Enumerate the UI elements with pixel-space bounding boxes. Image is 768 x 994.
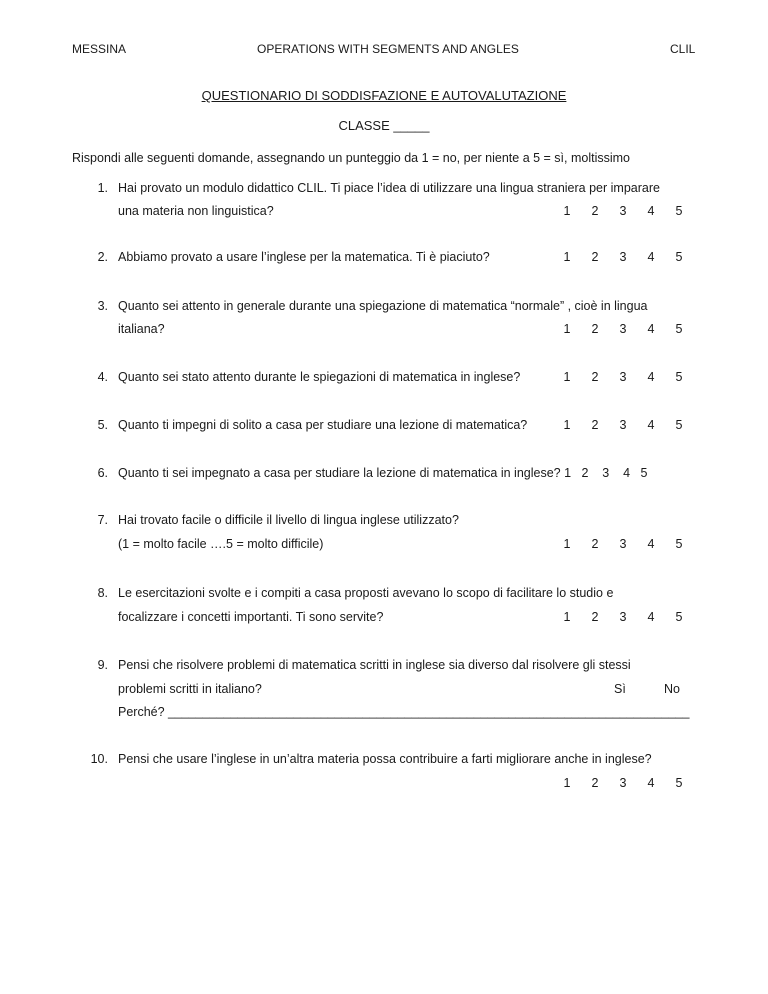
rating-option[interactable]: 3	[619, 776, 627, 790]
rating-option[interactable]: 1	[563, 776, 571, 790]
rating-option[interactable]: 3	[619, 250, 627, 264]
question-number: 6.	[97, 466, 108, 480]
header-left: MESSINA	[72, 42, 127, 56]
rating-option[interactable]: 2	[591, 537, 599, 551]
rating-option[interactable]: 4	[647, 418, 655, 432]
rating-option[interactable]: 3	[619, 204, 627, 218]
rating-option[interactable]: 2	[591, 418, 599, 432]
question-number: 5.	[97, 418, 108, 432]
question-text-cont: problemi scritti in italiano?	[118, 682, 262, 696]
why-field[interactable]: Perché? ___________________________________________________________________________	[118, 705, 690, 719]
question-number: 8.	[97, 586, 108, 600]
rating-scale	[561, 537, 685, 551]
rating-option[interactable]: 3	[619, 610, 627, 624]
question-text: Quanto sei stato attento durante le spiegazioni di matematica in inglese?	[118, 370, 521, 384]
rating-option[interactable]: 5	[675, 250, 683, 264]
rating-option[interactable]: 3	[619, 418, 627, 432]
rating-option[interactable]: 4	[647, 610, 655, 624]
rating-option[interactable]: 2	[591, 322, 599, 336]
rating-scale	[561, 418, 685, 432]
rating-option[interactable]: 3	[619, 322, 627, 336]
question-text: Abbiamo provato a usare l’inglese per la matematica. Ti è piaciuto?	[118, 250, 490, 264]
question-number: 1.	[97, 181, 108, 195]
rating-scale	[561, 370, 685, 384]
rating-option[interactable]: 1	[563, 418, 571, 432]
question-number: 3.	[97, 299, 108, 313]
rating-option[interactable]: 4	[647, 204, 655, 218]
rating-option[interactable]: 2	[591, 370, 599, 384]
rating-option[interactable]: 4	[647, 250, 655, 264]
rating-option[interactable]: 5	[675, 370, 683, 384]
question-number: 7.	[97, 513, 108, 527]
question-number: 10.	[90, 752, 108, 766]
rating-option[interactable]: 5	[675, 537, 683, 551]
question-text-cont: italiana?	[118, 322, 165, 336]
rating-option[interactable]: 4	[647, 776, 655, 790]
rating-option[interactable]: 1	[563, 204, 571, 218]
rating-scale	[561, 250, 685, 264]
rating-option[interactable]: 5	[675, 610, 683, 624]
header-center: OPERATIONS WITH SEGMENTS AND ANGLES	[257, 42, 519, 56]
rating-option[interactable]: 1	[563, 537, 571, 551]
rating-option[interactable]: 2	[591, 776, 599, 790]
rating-option[interactable]: 4	[647, 370, 655, 384]
rating-option[interactable]: 5	[675, 776, 683, 790]
header-right: CLIL	[670, 42, 696, 56]
question-number: 2.	[97, 250, 108, 264]
rating-scale	[561, 204, 685, 218]
question-text-cont: (1 = molto facile ….5 = molto difficile)	[118, 537, 324, 551]
rating-option[interactable]: 2	[591, 204, 599, 218]
question-text: Hai trovato facile o difficile il livello di lingua inglese utilizzato?	[118, 513, 459, 527]
rating-option[interactable]: 2	[591, 610, 599, 624]
rating-option[interactable]: 1	[563, 322, 571, 336]
rating-option[interactable]: 1	[563, 250, 571, 264]
rating-option[interactable]: 5	[675, 418, 683, 432]
rating-option[interactable]: 4	[647, 537, 655, 551]
rating-option[interactable]: 3	[619, 537, 627, 551]
question-text: Quanto ti impegni di solito a casa per studiare una lezione di matematica?	[118, 418, 528, 432]
rating-option[interactable]: 2	[591, 250, 599, 264]
rating-option[interactable]: 1	[563, 370, 571, 384]
rating-scale	[561, 776, 685, 790]
question-text-cont: focalizzare i concetti importanti. Ti sono servite?	[118, 610, 384, 624]
yes-option[interactable]: Sì	[614, 682, 626, 696]
question-number: 4.	[97, 370, 108, 384]
rating-option[interactable]: 1	[563, 610, 571, 624]
rating-option[interactable]: 5	[675, 204, 683, 218]
question-number: 9.	[97, 658, 108, 672]
question-text: Quanto sei attento in generale durante una spiegazione di matematica “normale” , cioè in lingua	[118, 299, 648, 313]
question-text: Hai provato un modulo didattico CLIL. Ti piace l’idea di utilizzare una lingua straniera per imparare	[118, 181, 660, 195]
instructions: Rispondi alle seguenti domande, assegnando un punteggio da 1 = no, per niente a 5 = sì, moltissimo	[72, 151, 631, 165]
rating-scale	[561, 610, 685, 624]
question-text: Pensi che usare l’inglese in un’altra materia possa contribuire a farti migliorare anche in inglese?	[118, 752, 652, 766]
question-text: Le esercitazioni svolte e i compiti a casa proposti avevano lo scopo di facilitare lo studio e	[118, 586, 614, 600]
rating-option[interactable]: 4	[647, 322, 655, 336]
question-text: Pensi che risolvere problemi di matematica scritti in inglese sia diverso dal risolvere gli stessi	[118, 658, 631, 672]
rating-option[interactable]: 3	[619, 370, 627, 384]
question-text-cont: una materia non linguistica?	[118, 204, 274, 218]
page-title: QUESTIONARIO DI SODDISFAZIONE E AUTOVALUTAZIONE	[201, 88, 567, 103]
classe-field: CLASSE _____	[338, 118, 430, 133]
no-option[interactable]: No	[664, 682, 680, 696]
rating-option[interactable]: 5	[675, 322, 683, 336]
question-text: Quanto ti sei impegnato a casa per studiare la lezione di matematica in inglese? 1 2 3 4 5	[118, 466, 648, 480]
rating-scale	[561, 322, 685, 336]
